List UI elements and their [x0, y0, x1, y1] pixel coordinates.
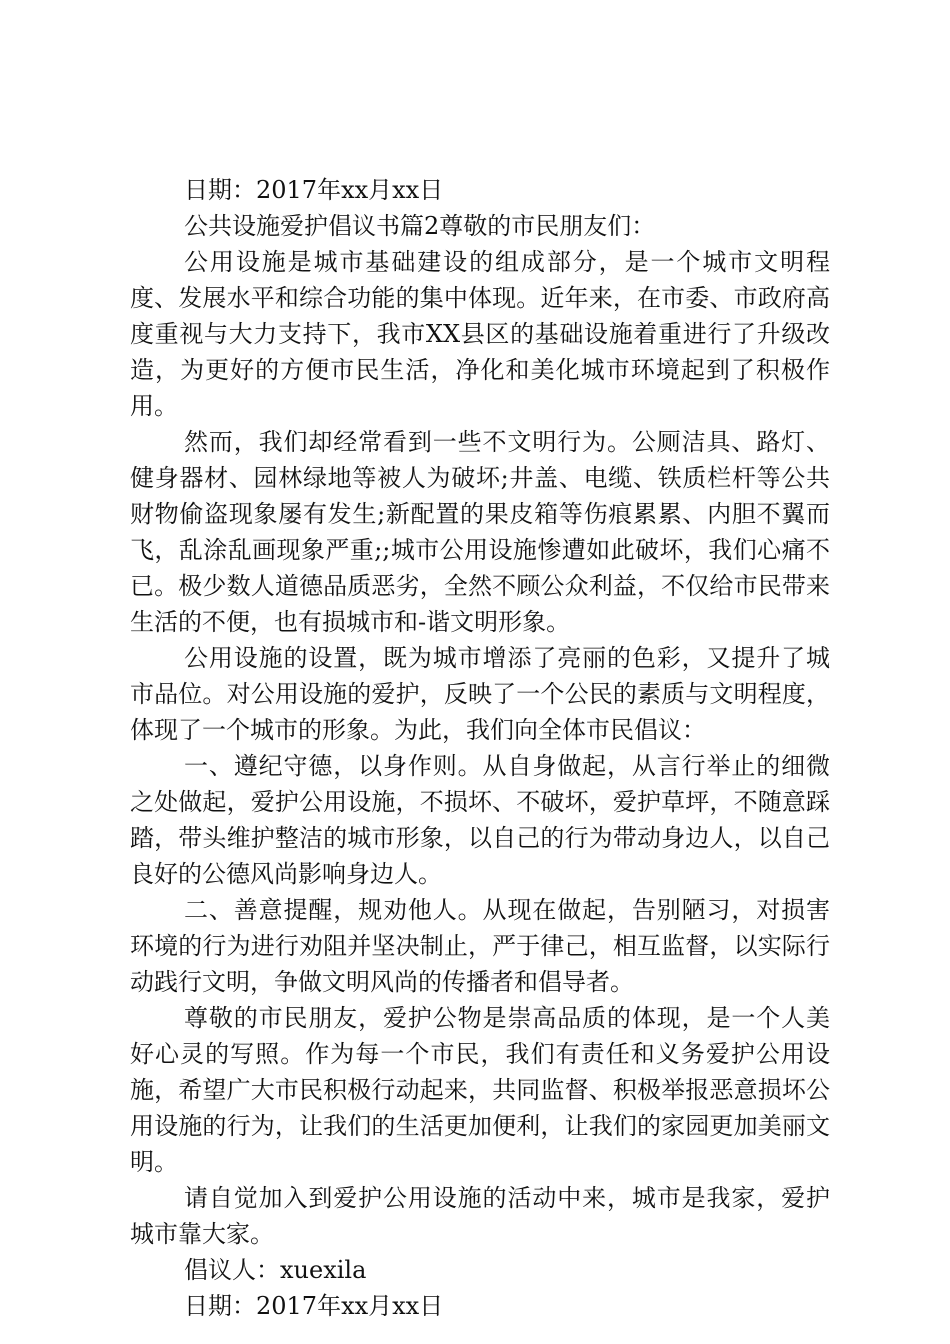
- document-heading: 公共设施爱护倡议书篇2尊敬的市民朋友们：: [184, 212, 656, 240]
- proposer: 倡议人：xuexila: [184, 1256, 367, 1284]
- paragraph-2: 然而，我们却经常看到一些不文明行为。公厕洁具、路灯、健身器材、园林绿地等被人为破坏;井盖、电缆、铁质栏杆等公共财物偷盗现象屡有发生;新配置的果皮箱等伤痕累累、内胆不翼而飞，乱涂乱画现象严重;;城市公用设施惨遭如此破坏，我们心痛不已。极少数人道德品质恶劣，全然不顾公众利益，不仅给市民带来生活的不便，也有损城市和-谐文明形象。: [130, 428, 830, 636]
- document-page: [130, 172, 830, 1324]
- paragraph-3: 公用设施的设置，既为城市增添了亮丽的色彩，又提升了城市品位。对公用设施的爱护，反映了一个公民的素质与文明程度，体现了一个城市的形象。为此，我们向全体市民倡议：: [130, 644, 830, 744]
- date-top: 日期：2017年xx月xx日: [184, 176, 444, 204]
- paragraph-4: 一、遵纪守德，以身作则。从自身做起，从言行举止的细微之处做起，爱护公用设施，不损坏、不破坏，爱护草坪，不随意踩踏，带头维护整洁的城市形象，以自己的行为带动身边人，以自己良好的公德风尚影响身边人。: [130, 752, 830, 888]
- paragraph-5: 二、善意提醒，规劝他人。从现在做起，告别陋习，对损害环境的行为进行劝阻并坚决制止，严于律己，相互监督，以实际行动践行文明，争做文明风尚的传播者和倡导者。: [130, 896, 830, 996]
- paragraph-7: 请自觉加入到爱护公用设施的活动中来，城市是我家，爱护城市靠大家。: [130, 1184, 830, 1248]
- paragraph-1: 公用设施是城市基础建设的组成部分，是一个城市文明程度、发展水平和综合功能的集中体现。近年来，在市委、市政府高度重视与大力支持下，我市XX县区的基础设施着重进行了升级改造，为更好的方便市民生活，净化和美化城市环境起到了积极作用。: [130, 248, 830, 420]
- paragraph-6: 尊敬的市民朋友，爱护公物是崇高品质的体现，是一个人美好心灵的写照。作为每一个市民，我们有责任和义务爱护公用设施，希望广大市民积极行动起来，共同监督、积极举报恶意损坏公用设施的行为，让我们的生活更加便利，让我们的家园更加美丽文明。: [130, 1004, 830, 1176]
- date-bottom: 日期：2017年xx月xx日: [184, 1292, 444, 1320]
